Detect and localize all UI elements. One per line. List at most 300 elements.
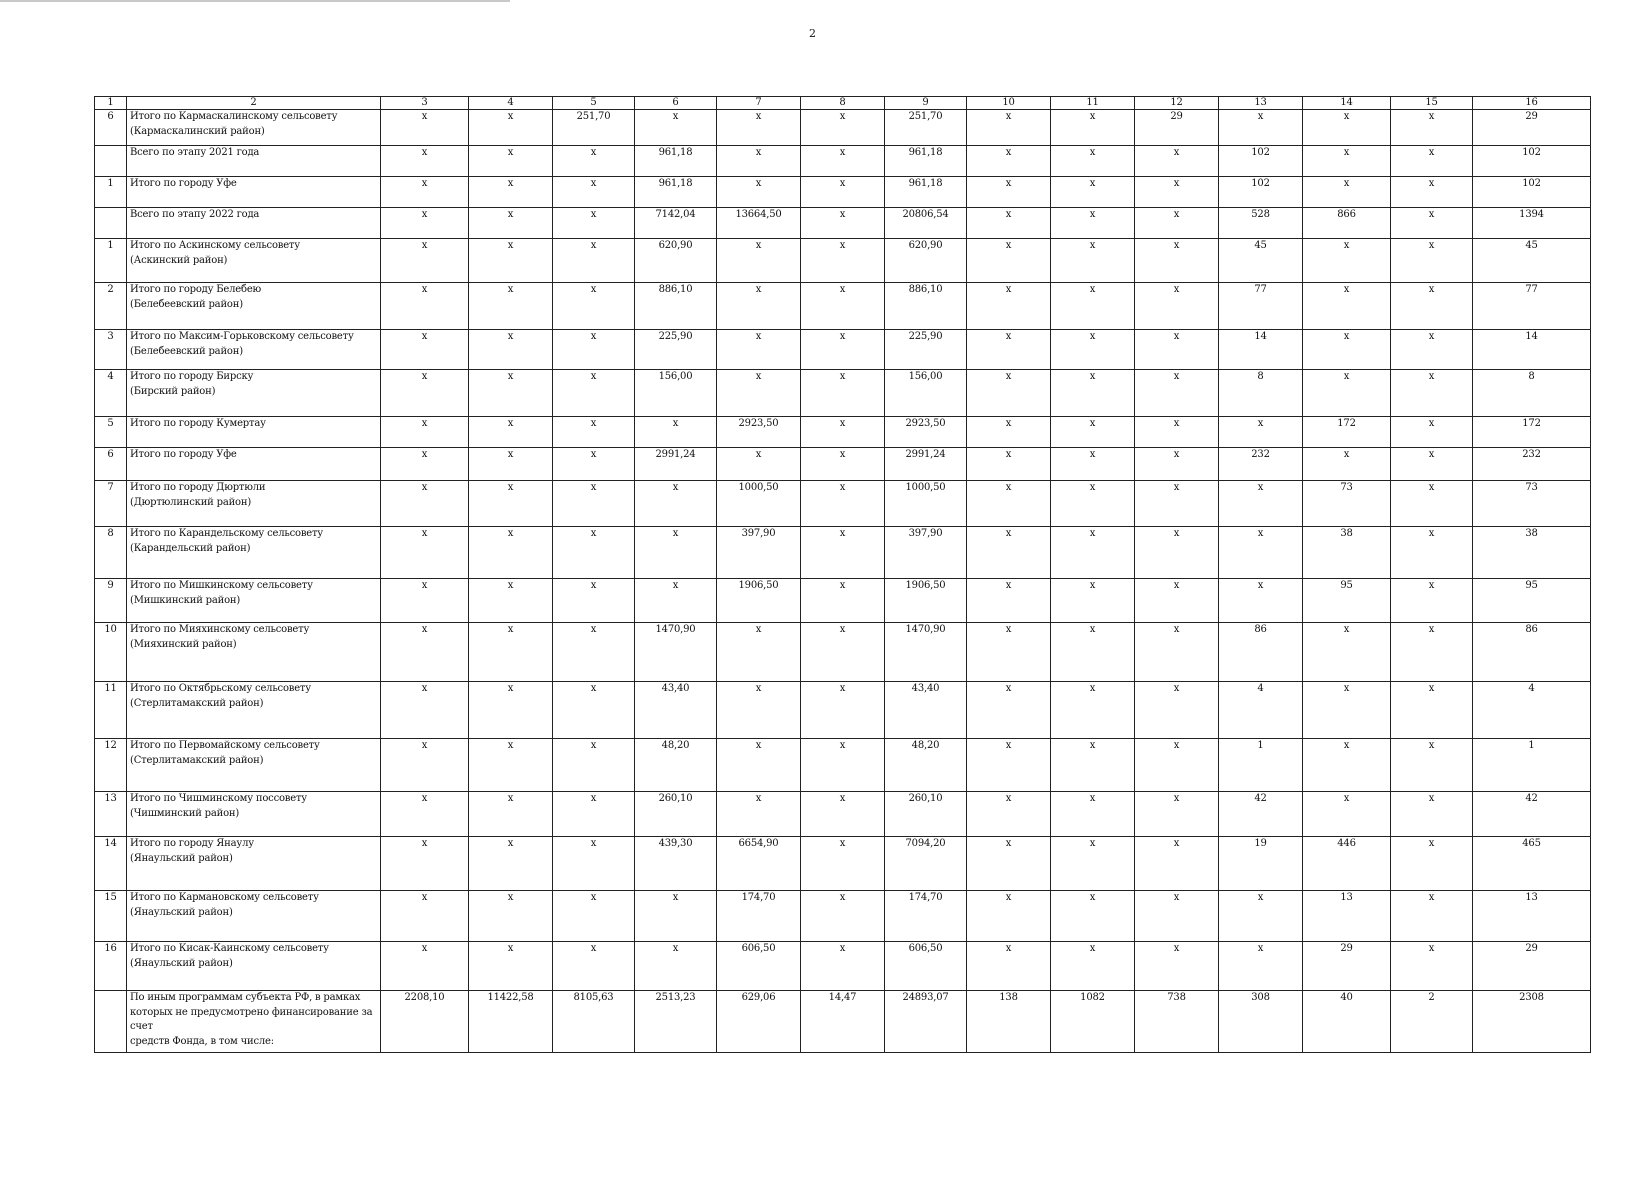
- cell-col-13: 14: [1219, 330, 1303, 370]
- cell-col-12: x: [1135, 330, 1219, 370]
- row-number: 2: [95, 283, 127, 330]
- cell-col-5: x: [553, 527, 635, 579]
- column-number: 3: [381, 97, 469, 110]
- column-number: 5: [553, 97, 635, 110]
- cell-col-6: 7142,04: [635, 208, 717, 239]
- cell-col-11: x: [1051, 481, 1135, 527]
- cell-col-10: x: [967, 448, 1051, 481]
- cell-col-5: x: [553, 682, 635, 739]
- cell-col-11: x: [1051, 579, 1135, 623]
- cell-col-5: x: [553, 623, 635, 682]
- cell-col-9: 886,10: [885, 283, 967, 330]
- cell-col-14: x: [1303, 448, 1391, 481]
- cell-col-12: x: [1135, 682, 1219, 739]
- cell-col-8: 14,47: [801, 991, 885, 1053]
- cell-col-5: 251,70: [553, 110, 635, 146]
- cell-col-7: x: [717, 370, 801, 417]
- cell-col-13: 77: [1219, 283, 1303, 330]
- row-number: 8: [95, 527, 127, 579]
- cell-col-8: x: [801, 448, 885, 481]
- cell-col-6: 886,10: [635, 283, 717, 330]
- cell-col-13: x: [1219, 110, 1303, 146]
- cell-col-5: x: [553, 837, 635, 891]
- row-label-line: Итого по Карандельскому сельсовету: [130, 528, 323, 539]
- cell-col-9: 1470,90: [885, 623, 967, 682]
- cell-col-11: x: [1051, 330, 1135, 370]
- cell-col-4: x: [469, 239, 553, 283]
- cell-col-8: x: [801, 370, 885, 417]
- row-label: [127, 417, 381, 448]
- column-number: 7: [717, 97, 801, 110]
- cell-col-4: x: [469, 527, 553, 579]
- cell-col-9: 225,90: [885, 330, 967, 370]
- column-number: 13: [1219, 97, 1303, 110]
- table-row: [95, 370, 1591, 417]
- cell-col-10: 138: [967, 991, 1051, 1053]
- cell-col-8: x: [801, 792, 885, 837]
- cell-col-15: x: [1391, 942, 1473, 991]
- cell-col-10: x: [967, 682, 1051, 739]
- cell-col-12: 738: [1135, 991, 1219, 1053]
- row-label-line: Итого по Октябрьскому сельсовету: [130, 683, 311, 694]
- table-row: [95, 837, 1591, 891]
- table-row: [95, 481, 1591, 527]
- cell-col-3: x: [381, 792, 469, 837]
- row-number: 7: [95, 481, 127, 527]
- cell-col-13: 1: [1219, 739, 1303, 792]
- page-number: 2: [809, 27, 816, 40]
- cell-col-6: 2991,24: [635, 448, 717, 481]
- table-row: [95, 739, 1591, 792]
- row-number: 15: [95, 891, 127, 942]
- cell-col-5: x: [553, 481, 635, 527]
- cell-col-10: x: [967, 239, 1051, 283]
- table-row: [95, 283, 1591, 330]
- cell-col-5: x: [553, 239, 635, 283]
- row-label: [127, 330, 381, 370]
- row-number: 12: [95, 739, 127, 792]
- cell-col-7: x: [717, 283, 801, 330]
- cell-col-14: 29: [1303, 942, 1391, 991]
- cell-col-3: x: [381, 527, 469, 579]
- cell-col-3: x: [381, 739, 469, 792]
- row-label-line: Итого по Кармановскому сельсовету: [130, 892, 319, 903]
- cell-col-12: x: [1135, 942, 1219, 991]
- cell-col-10: x: [967, 417, 1051, 448]
- cell-col-10: x: [967, 177, 1051, 208]
- cell-col-14: 38: [1303, 527, 1391, 579]
- cell-col-10: x: [967, 792, 1051, 837]
- cell-col-9: 156,00: [885, 370, 967, 417]
- cell-col-10: x: [967, 527, 1051, 579]
- cell-col-15: x: [1391, 579, 1473, 623]
- cell-col-8: x: [801, 417, 885, 448]
- cell-col-8: x: [801, 481, 885, 527]
- cell-col-4: x: [469, 448, 553, 481]
- row-number: 4: [95, 370, 127, 417]
- cell-col-3: x: [381, 330, 469, 370]
- row-label-line: Итого по городу Уфе: [130, 449, 237, 460]
- cell-col-16: 73: [1473, 481, 1591, 527]
- scan-artifact-line: [0, 0, 510, 2]
- cell-col-4: x: [469, 110, 553, 146]
- cell-col-14: x: [1303, 239, 1391, 283]
- cell-col-4: x: [469, 370, 553, 417]
- row-label-line: Итого по городу Янаулу: [130, 838, 254, 849]
- cell-col-16: 102: [1473, 177, 1591, 208]
- cell-col-13: 45: [1219, 239, 1303, 283]
- cell-col-11: x: [1051, 739, 1135, 792]
- cell-col-11: x: [1051, 283, 1135, 330]
- cell-col-16: 14: [1473, 330, 1591, 370]
- row-label: [127, 991, 381, 1053]
- row-label-line: (Белебеевский район): [130, 298, 243, 310]
- cell-col-12: x: [1135, 792, 1219, 837]
- cell-col-16: 4: [1473, 682, 1591, 739]
- cell-col-16: 172: [1473, 417, 1591, 448]
- row-label-line: Итого по Кисак-Каинскому сельсовету: [130, 943, 329, 954]
- cell-col-14: 866: [1303, 208, 1391, 239]
- cell-col-6: 961,18: [635, 177, 717, 208]
- row-label-line: Итого по городу Кумертау: [130, 418, 266, 429]
- cell-col-4: x: [469, 208, 553, 239]
- cell-col-11: x: [1051, 837, 1135, 891]
- row-label-line: Итого по Чишминскому поссовету: [130, 793, 307, 804]
- row-label-line: Итого по городу Белебею: [130, 284, 262, 295]
- cell-col-16: 77: [1473, 283, 1591, 330]
- cell-col-5: 8105,63: [553, 991, 635, 1053]
- cell-col-6: 260,10: [635, 792, 717, 837]
- row-label-line: (Стерлитамакский район): [130, 754, 264, 766]
- cell-col-15: x: [1391, 239, 1473, 283]
- cell-col-3: x: [381, 208, 469, 239]
- cell-col-12: x: [1135, 239, 1219, 283]
- cell-col-5: x: [553, 891, 635, 942]
- cell-col-4: x: [469, 146, 553, 177]
- row-label: [127, 370, 381, 417]
- cell-col-5: x: [553, 177, 635, 208]
- cell-col-15: x: [1391, 146, 1473, 177]
- table-row: [95, 682, 1591, 739]
- cell-col-6: 48,20: [635, 739, 717, 792]
- row-label: [127, 239, 381, 283]
- cell-col-13: 528: [1219, 208, 1303, 239]
- cell-col-10: x: [967, 837, 1051, 891]
- cell-col-14: x: [1303, 146, 1391, 177]
- table-row: [95, 623, 1591, 682]
- cell-col-14: x: [1303, 370, 1391, 417]
- table-row: [95, 110, 1591, 146]
- cell-col-7: x: [717, 330, 801, 370]
- row-number: 9: [95, 579, 127, 623]
- cell-col-7: 629,06: [717, 991, 801, 1053]
- row-number: 11: [95, 682, 127, 739]
- cell-col-3: x: [381, 448, 469, 481]
- cell-col-7: x: [717, 146, 801, 177]
- cell-col-10: x: [967, 208, 1051, 239]
- cell-col-3: x: [381, 110, 469, 146]
- cell-col-3: x: [381, 579, 469, 623]
- table-row: [95, 177, 1591, 208]
- cell-col-13: 102: [1219, 177, 1303, 208]
- cell-col-7: x: [717, 448, 801, 481]
- cell-col-12: x: [1135, 370, 1219, 417]
- column-number: 9: [885, 97, 967, 110]
- row-number: [95, 991, 127, 1053]
- cell-col-4: x: [469, 283, 553, 330]
- cell-col-15: x: [1391, 837, 1473, 891]
- cell-col-10: x: [967, 110, 1051, 146]
- cell-col-5: x: [553, 448, 635, 481]
- cell-col-6: x: [635, 481, 717, 527]
- cell-col-16: 86: [1473, 623, 1591, 682]
- cell-col-7: 397,90: [717, 527, 801, 579]
- column-number: 15: [1391, 97, 1473, 110]
- cell-col-11: x: [1051, 146, 1135, 177]
- cell-col-16: 42: [1473, 792, 1591, 837]
- cell-col-15: x: [1391, 417, 1473, 448]
- cell-col-10: x: [967, 739, 1051, 792]
- cell-col-9: 961,18: [885, 177, 967, 208]
- cell-col-10: x: [967, 146, 1051, 177]
- cell-col-15: x: [1391, 891, 1473, 942]
- row-label: [127, 739, 381, 792]
- table-row: [95, 991, 1591, 1053]
- cell-col-7: x: [717, 792, 801, 837]
- cell-col-7: 606,50: [717, 942, 801, 991]
- table-row: [95, 330, 1591, 370]
- cell-col-15: x: [1391, 110, 1473, 146]
- cell-col-12: x: [1135, 417, 1219, 448]
- cell-col-3: x: [381, 283, 469, 330]
- row-number: 1: [95, 177, 127, 208]
- cell-col-4: x: [469, 739, 553, 792]
- cell-col-4: x: [469, 891, 553, 942]
- row-label-line: Итого по городу Бирску: [130, 371, 254, 382]
- cell-col-16: 232: [1473, 448, 1591, 481]
- cell-col-13: x: [1219, 579, 1303, 623]
- row-number: 13: [95, 792, 127, 837]
- row-label: [127, 837, 381, 891]
- row-label: [127, 623, 381, 682]
- cell-col-8: x: [801, 110, 885, 146]
- cell-col-9: 7094,20: [885, 837, 967, 891]
- cell-col-14: x: [1303, 792, 1391, 837]
- cell-col-7: x: [717, 177, 801, 208]
- column-number: 11: [1051, 97, 1135, 110]
- row-label: [127, 283, 381, 330]
- cell-col-3: x: [381, 891, 469, 942]
- cell-col-15: x: [1391, 370, 1473, 417]
- row-label-line: (Аскинский район): [130, 254, 228, 266]
- cell-col-9: 43,40: [885, 682, 967, 739]
- table-row: [95, 579, 1591, 623]
- cell-col-6: x: [635, 891, 717, 942]
- cell-col-14: 446: [1303, 837, 1391, 891]
- row-label: [127, 208, 381, 239]
- row-label-line: (Кармаскалинский район): [130, 125, 265, 137]
- cell-col-16: 8: [1473, 370, 1591, 417]
- cell-col-6: 225,90: [635, 330, 717, 370]
- cell-col-6: x: [635, 110, 717, 146]
- cell-col-8: x: [801, 579, 885, 623]
- column-number: 1: [95, 97, 127, 110]
- row-label: [127, 891, 381, 942]
- cell-col-13: 42: [1219, 792, 1303, 837]
- cell-col-6: 439,30: [635, 837, 717, 891]
- cell-col-15: x: [1391, 283, 1473, 330]
- cell-col-13: 102: [1219, 146, 1303, 177]
- cell-col-16: 102: [1473, 146, 1591, 177]
- cell-col-12: x: [1135, 146, 1219, 177]
- cell-col-13: x: [1219, 891, 1303, 942]
- cell-col-9: 174,70: [885, 891, 967, 942]
- cell-col-15: 2: [1391, 991, 1473, 1053]
- cell-col-13: x: [1219, 481, 1303, 527]
- cell-col-7: x: [717, 739, 801, 792]
- cell-col-8: x: [801, 283, 885, 330]
- table-row: [95, 146, 1591, 177]
- cell-col-4: x: [469, 837, 553, 891]
- cell-col-4: x: [469, 417, 553, 448]
- row-label: [127, 682, 381, 739]
- cell-col-4: x: [469, 177, 553, 208]
- cell-col-3: x: [381, 942, 469, 991]
- row-label: [127, 942, 381, 991]
- table-row: [95, 239, 1591, 283]
- cell-col-6: x: [635, 942, 717, 991]
- cell-col-4: x: [469, 682, 553, 739]
- cell-col-6: 156,00: [635, 370, 717, 417]
- cell-col-12: x: [1135, 579, 1219, 623]
- cell-col-10: x: [967, 370, 1051, 417]
- row-label-line: Итого по Первомайскому сельсовету: [130, 740, 320, 751]
- cell-col-14: x: [1303, 739, 1391, 792]
- cell-col-8: x: [801, 146, 885, 177]
- cell-col-9: 397,90: [885, 527, 967, 579]
- cell-col-3: 2208,10: [381, 991, 469, 1053]
- cell-col-15: x: [1391, 448, 1473, 481]
- cell-col-15: x: [1391, 208, 1473, 239]
- cell-col-10: x: [967, 623, 1051, 682]
- cell-col-16: 465: [1473, 837, 1591, 891]
- cell-col-12: x: [1135, 283, 1219, 330]
- cell-col-5: x: [553, 739, 635, 792]
- cell-col-9: 2923,50: [885, 417, 967, 448]
- cell-col-14: x: [1303, 110, 1391, 146]
- column-number: 12: [1135, 97, 1219, 110]
- cell-col-3: x: [381, 146, 469, 177]
- table-row: [95, 208, 1591, 239]
- row-label-line: Итого по городу Дюртюли: [130, 482, 266, 493]
- cell-col-10: x: [967, 942, 1051, 991]
- cell-col-11: x: [1051, 942, 1135, 991]
- row-label-line: Итого по Максим-Горьковскому сельсовету: [130, 331, 354, 342]
- cell-col-10: x: [967, 891, 1051, 942]
- cell-col-14: x: [1303, 177, 1391, 208]
- cell-col-8: x: [801, 739, 885, 792]
- cell-col-10: x: [967, 283, 1051, 330]
- cell-col-13: 232: [1219, 448, 1303, 481]
- cell-col-11: x: [1051, 208, 1135, 239]
- cell-col-13: 86: [1219, 623, 1303, 682]
- cell-col-7: 1000,50: [717, 481, 801, 527]
- cell-col-13: 19: [1219, 837, 1303, 891]
- column-number-row: [95, 97, 1591, 110]
- cell-col-7: 6654,90: [717, 837, 801, 891]
- row-label-line: (Янаульский район): [130, 957, 233, 969]
- cell-col-11: x: [1051, 623, 1135, 682]
- row-label-line: Итого по городу Уфе: [130, 178, 237, 189]
- row-label-line: (Чишминский район): [130, 807, 240, 819]
- cell-col-11: 1082: [1051, 991, 1135, 1053]
- cell-col-12: x: [1135, 177, 1219, 208]
- cell-col-8: x: [801, 891, 885, 942]
- row-number: [95, 208, 127, 239]
- cell-col-4: x: [469, 579, 553, 623]
- row-label-line: (Белебеевский район): [130, 345, 243, 357]
- row-label-line: Итого по Кармаскалинскому сельсовету: [130, 111, 338, 122]
- cell-col-9: 606,50: [885, 942, 967, 991]
- table-row: [95, 417, 1591, 448]
- cell-col-10: x: [967, 481, 1051, 527]
- cell-col-14: 172: [1303, 417, 1391, 448]
- row-label-line: (Бирский район): [130, 385, 216, 397]
- column-number: 16: [1473, 97, 1591, 110]
- cell-col-7: 2923,50: [717, 417, 801, 448]
- cell-col-3: x: [381, 370, 469, 417]
- cell-col-14: x: [1303, 682, 1391, 739]
- table-row: [95, 942, 1591, 991]
- cell-col-6: 620,90: [635, 239, 717, 283]
- row-number: 16: [95, 942, 127, 991]
- cell-col-14: x: [1303, 330, 1391, 370]
- cell-col-8: x: [801, 682, 885, 739]
- cell-col-11: x: [1051, 177, 1135, 208]
- row-label: [127, 792, 381, 837]
- row-number: 10: [95, 623, 127, 682]
- cell-col-7: 13664,50: [717, 208, 801, 239]
- cell-col-9: 1906,50: [885, 579, 967, 623]
- column-number: 2: [127, 97, 381, 110]
- cell-col-13: 8: [1219, 370, 1303, 417]
- cell-col-8: x: [801, 177, 885, 208]
- row-number: 3: [95, 330, 127, 370]
- cell-col-8: x: [801, 330, 885, 370]
- row-label-line: которых не предусмотрено финансирование за счет: [130, 1006, 373, 1032]
- cell-col-16: 95: [1473, 579, 1591, 623]
- cell-col-8: x: [801, 239, 885, 283]
- cell-col-14: x: [1303, 623, 1391, 682]
- cell-col-14: 40: [1303, 991, 1391, 1053]
- cell-col-11: x: [1051, 448, 1135, 481]
- cell-col-9: 2991,24: [885, 448, 967, 481]
- row-label-line: (Дюртюлинский район): [130, 496, 252, 508]
- cell-col-15: x: [1391, 739, 1473, 792]
- cell-col-13: x: [1219, 417, 1303, 448]
- row-label-line: (Янаульский район): [130, 852, 233, 864]
- cell-col-5: x: [553, 942, 635, 991]
- table-row: [95, 891, 1591, 942]
- cell-col-11: x: [1051, 682, 1135, 739]
- cell-col-10: x: [967, 330, 1051, 370]
- cell-col-6: x: [635, 579, 717, 623]
- cell-col-11: x: [1051, 110, 1135, 146]
- cell-col-5: x: [553, 370, 635, 417]
- cell-col-11: x: [1051, 527, 1135, 579]
- cell-col-8: x: [801, 942, 885, 991]
- row-label-line: (Стерлитамакский район): [130, 697, 264, 709]
